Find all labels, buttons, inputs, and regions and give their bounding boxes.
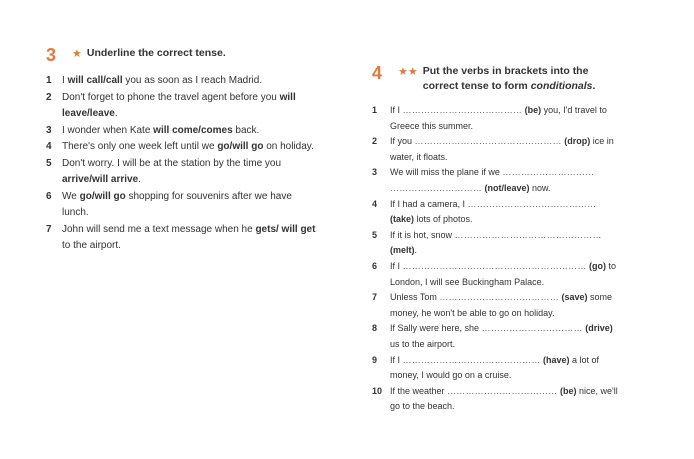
list-item	[46, 90, 318, 123]
emphasis-text: go/will go	[217, 141, 264, 152]
answer-blank[interactable]: …………………………………………	[414, 136, 562, 147]
emphasis-text: (be)	[557, 385, 577, 396]
answer-blank[interactable]: …………………………………………	[454, 229, 602, 240]
emphasis-text: (melt)	[390, 245, 415, 256]
answer-blank[interactable]: ……………………………	[481, 323, 583, 334]
difficulty-stars-icon: ★★	[398, 66, 418, 78]
instruction-text: Put the verbs in brackets into the correct tense to form	[422, 65, 589, 92]
list-item	[46, 156, 318, 189]
sentence-text: If Sally were here, she	[390, 323, 482, 334]
sentence-text: I	[62, 75, 68, 86]
sentence-text: There's only one week left until we	[62, 141, 218, 152]
emphasis-text: (have)	[540, 354, 570, 365]
list-item	[46, 189, 318, 222]
answer-blank[interactable]: ………………………………………	[402, 354, 541, 365]
item-text	[62, 156, 318, 189]
item-number: 8	[372, 323, 378, 334]
sentence-text: If I	[390, 260, 403, 271]
item-text	[390, 353, 622, 384]
item-text	[390, 134, 622, 165]
item-text	[62, 222, 318, 255]
exercise-instruction	[423, 64, 622, 94]
item-text	[62, 73, 318, 90]
sentence-text: ice in water, it floats.	[390, 136, 614, 162]
item-text	[62, 139, 318, 156]
item-number: 4	[372, 198, 378, 209]
answer-blank[interactable]: …………………………………	[402, 105, 523, 115]
sentence-text: a lot of money, I would go on a cruise.	[390, 354, 600, 381]
instruction-end: .	[592, 80, 596, 92]
list-item	[372, 353, 622, 384]
emphasis-text: (drop)	[561, 136, 591, 147]
item-text	[62, 123, 318, 140]
list-item	[46, 222, 318, 255]
item-text	[390, 165, 622, 196]
item-number: 1	[46, 75, 52, 86]
sentence-text: .	[114, 108, 118, 119]
item-number: 3	[46, 124, 52, 136]
list-item	[372, 197, 622, 228]
exercise-number: 3	[46, 45, 57, 65]
emphasis-text: will call/call	[67, 75, 123, 86]
list-item	[372, 134, 622, 165]
answer-blank[interactable]: ………………………………	[447, 385, 558, 396]
item-text	[390, 259, 622, 290]
sentence-text: now.	[529, 182, 551, 193]
answer-blank[interactable]: …………………………	[390, 182, 482, 193]
sentence-text: to London, I will see Buckingham Palace.	[390, 260, 617, 287]
item-number: 2	[372, 136, 378, 147]
sentence-text: Don't worry. I will be at the station by the time you	[62, 157, 282, 169]
sentence-text: shopping for souvenirs after we have lunch.	[62, 190, 292, 218]
sentence-text: us to the airport.	[390, 338, 456, 349]
item-number: 7	[372, 292, 378, 303]
item-number: 6	[46, 190, 52, 202]
exercise-4-items	[372, 103, 622, 415]
list-item	[372, 290, 622, 321]
emphasis-text: (not/leave)	[482, 182, 530, 193]
item-number: 2	[46, 91, 52, 103]
sentence-text: John will send me a text message when he	[62, 223, 256, 235]
exercise-4-header	[372, 64, 622, 94]
emphasis-text: (save)	[558, 292, 588, 303]
item-number: 3	[372, 167, 378, 178]
sentence-text: some money, he won't be able to go on holiday.	[390, 292, 613, 318]
sentence-text: to the airport.	[62, 240, 121, 251]
emphasis-text: will come/comes	[153, 124, 233, 136]
sentence-text: back.	[232, 124, 260, 136]
emphasis-text: go/will go	[79, 190, 126, 202]
exercise-3-header	[46, 46, 318, 64]
item-text	[390, 103, 622, 134]
item-text	[390, 290, 622, 321]
list-item	[372, 165, 622, 196]
exercise-3-items	[46, 73, 318, 255]
item-text	[390, 197, 622, 228]
sentence-text: on holiday.	[263, 141, 314, 152]
sentence-text: If you	[390, 136, 415, 147]
item-text	[62, 90, 318, 123]
sentence-text: .	[138, 174, 141, 185]
item-number: 4	[46, 141, 52, 152]
sentence-text: If the weather	[390, 385, 448, 396]
emphasis-text: (be)	[522, 105, 542, 115]
item-text	[390, 384, 622, 415]
emphasis-text: (take)	[390, 214, 415, 225]
list-item	[46, 139, 318, 156]
sentence-text: I wonder when Kate	[62, 124, 154, 136]
emphasis-text: (drive)	[585, 323, 613, 334]
emphasis-text: will leave/leave	[62, 91, 296, 119]
sentence-text: .	[414, 245, 418, 256]
item-text	[62, 189, 318, 222]
item-number: 7	[46, 223, 52, 235]
sentence-text: If it is hot, snow	[390, 229, 455, 240]
list-item	[372, 384, 622, 415]
list-item	[372, 228, 622, 259]
item-number: 5	[46, 157, 52, 169]
answer-blank[interactable]: …………………………	[502, 167, 595, 178]
answer-blank[interactable]: …………………………………	[439, 292, 559, 303]
difficulty-star-icon: ★	[72, 48, 82, 60]
exercise-4	[372, 64, 622, 415]
exercise-number: 4	[372, 63, 383, 83]
sentence-text: you, I'd travel to Greece this summer.	[390, 105, 607, 131]
list-item	[372, 321, 622, 352]
sentence-text: Don't forget to phone the travel agent before you	[62, 91, 280, 103]
exercise-3	[46, 46, 318, 255]
emphasis-text: arrive/will arrive	[62, 174, 139, 185]
answer-blank[interactable]: ……………………………………………………	[402, 260, 587, 271]
list-item	[46, 123, 318, 140]
item-number: 1	[372, 105, 378, 115]
instruction-italic: conditionals	[530, 80, 593, 92]
list-item	[372, 103, 622, 134]
list-item	[372, 259, 622, 290]
sentence-text: Unless Tom	[390, 292, 440, 303]
item-number: 5	[372, 229, 378, 240]
sentence-text: you as soon as I reach Madrid.	[122, 75, 263, 86]
list-item	[46, 73, 318, 90]
sentence-text: We will miss the plane if we	[390, 167, 503, 178]
sentence-text: If I had a camera, I	[390, 198, 468, 209]
sentence-text: If I	[390, 354, 403, 365]
sentence-text: If I	[390, 105, 403, 115]
item-number: 6	[372, 260, 378, 271]
emphasis-text: gets/ will get	[255, 223, 316, 235]
answer-blank[interactable]: ……………………………………	[467, 198, 597, 209]
item-number: 9	[372, 354, 378, 365]
sentence-text: We	[62, 190, 80, 202]
emphasis-text: (go)	[586, 260, 607, 271]
sentence-text: lots of photos.	[414, 214, 473, 225]
item-text	[390, 228, 622, 259]
exercise-instruction: Underline the correct tense.	[86, 47, 226, 59]
item-number: 10	[372, 385, 383, 396]
sentence-text: nice, we'll go to the beach.	[390, 385, 618, 412]
item-text	[390, 321, 622, 352]
